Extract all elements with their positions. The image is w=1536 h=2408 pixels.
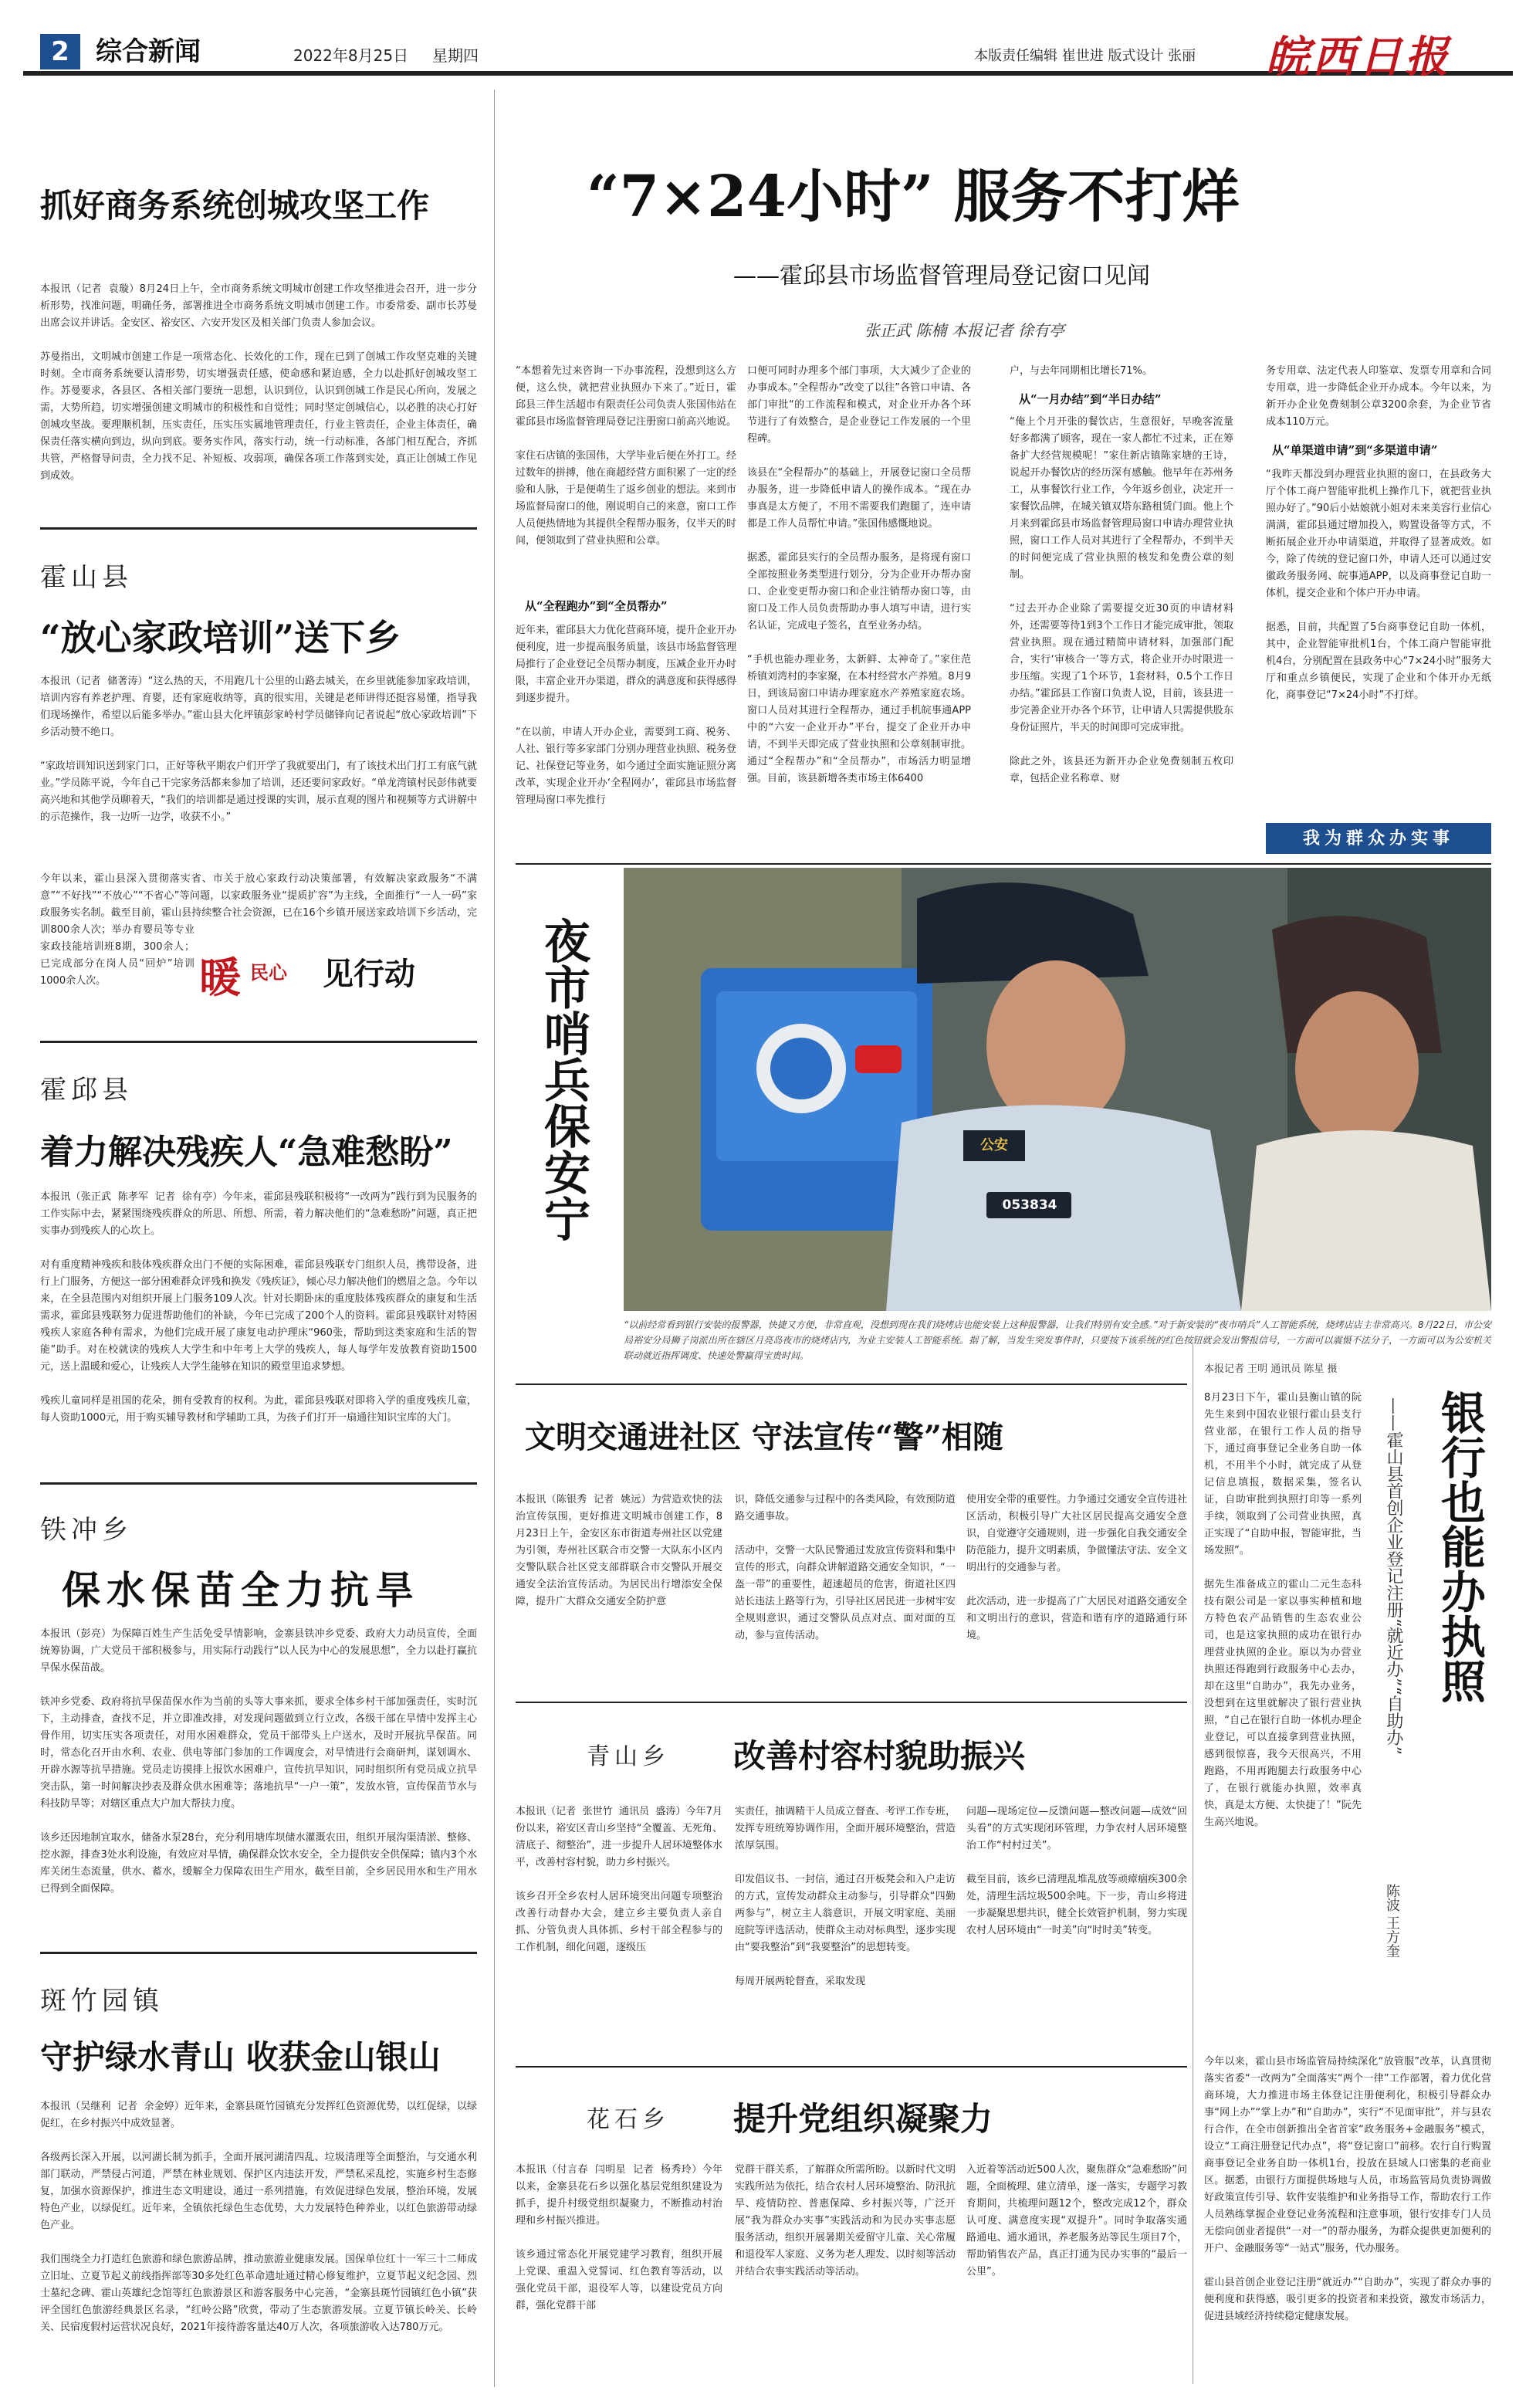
main-subhead: ——霍邱县市场监督管理局登记窗口见闻 xyxy=(733,262,1150,290)
story-body: 近年来，霍邱县大力优化营商环境，提升企业开办便利度，进一步提高服务质量，该县市场监督管理局推行了企业登记全员帮办制度，压减企业开办时限，丰富企业开办渠道，群众的满意度和获得感得到逐步提升。 “在以前，申请人开办企业，需要到工商、税务、人社、银行等多家部门分别办理营业执照、税务登记、社保登记等业务，如今通过全面实施证照分离改革，实现企业开办‘全程网办’，霍邱县市场监督管理局窗口率先推行 xyxy=(516,625,736,806)
story-body: 8月23日下午，霍山县衡山镇的阮先生来到中国农业银行霍山县支行营业部，在银行工作人员的指导下，通过商事登记全业务自助一体机，不用半个小时，就完成了从登记信息填报，数据采集，签名认证，自助审批到执照打印等一系列手续，领取到了公司营业执照，真正实现了“自助申报，智能审批，当场发照”。 据先生准备成立的霍山二元生态科技有限公司是一家以事实种植和地方特色农产品销售的生态农业公司，也是这家执照的成功在银行办理营业执照的企业。原以为办营业执照还得跑到行政服务中心去办，却在这里“自助办”，我先办业务，没想到在这里就解决了银行营业执照，“自己在银行自助一体机办理企业登记，可以直接拿到营业执照，感到很惊喜，我今天很高兴，不用跑路，不用再跑腿去行政服务中心了，在银行就能办执照，效率真快，真是太方便、太快捷了！”阮先生高兴地说。 xyxy=(1204,1392,1362,1828)
subheading: 从“一月办结”到“半日办结” xyxy=(1019,392,1162,406)
story-body: 使用安全带的重要性。力争通过交通安全宣传进社区活动，积极引导广大社区居民提高交通安全意识，自觉遵守交通规则，进一步强化自我交通安全防范能力，提升文明素质，争做懂法守法、安全文明出行的交通参与者。 此次活动，进一步提高了广大居民对道路交通安全和文明出行的意识，营造和谐有序的道路通行环境。 xyxy=(966,1494,1187,1641)
main-byline: 张正武 陈楠 本报记者 徐有亭 xyxy=(864,321,1065,340)
police-patch: 公安 xyxy=(963,1130,1025,1161)
county-label: 花石乡 xyxy=(587,2106,670,2133)
story-body: 本报讯（记者 储著涛）“这么热的天，不用跑几十公里的山路去城关，在乡里就能参加家政培训，培训内容有养老护理、育婴，还有家庭收纳等，真的很实用，关键是老师讲得还挺容易懂，指导我们现场操作，希望以后能多举办。”霍山县大化坪镇彭家岭村学员储锋向记者说起“放心家政培训”下乡活动赞不绝口。 “家政培训知识送到家门口，正好等秋平期农户们开学了我就要出门，有了该技术出门打工有底气就业。”学员陈平说，今年自己干完家务活都来参加了培训，还还要问家政好。“单龙湾镇村民彭伟就要高兴地和其他学员聊着天，“我们的培训都是通过授课的实训，展示直观的图片和视频等方式讲解中的示范操作，我一边听一边学，收获不小。” xyxy=(40,676,477,823)
photo-title-box xyxy=(517,917,611,1241)
county-label: 斑竹园镇 xyxy=(40,1986,164,2017)
story-divider xyxy=(40,1041,477,1043)
story-body: 口便可同时办理多个部门事项，大大减少了企业的办事成本。”全程帮办“改变了以往”各管口申请、各部门审批“的工作流程和模式，对企业开办各个环节进行了有效整合，是企业登记工作发展的一个里程碑。 该县在“全程帮办”的基础上，开展登记窗口全员帮办服务，进一步降低申请人的操作成本。“现在办事真是太方便了，不用不需要我们跑腿了，连申请都是工作人员帮忙申请。”张国伟感慨地说。 据悉，霍邱县实行的全员帮办服务，是将现有窗口全部按照业务类型进行划分，分为企业开办帮办窗口、企业变更帮办窗口和企业注销帮办窗口等，由窗口及工作人员负责帮助办事人填写申请，进行实名认证，完成电子签名，直至业务办结。 “手机也能办理业务，太新鲜、太神奇了。”家住范桥镇刘湾村的李家聚，在本村经营水产养殖。8月9日，到该局窗口申请办理家庭水产养殖家庭农场。窗口人员对其进行全程帮办，通过手机皖事通APP中的“六安一企业开办”平台，提交了企业开办申请，不到半天即完成了营业执照和公章刻制审批。通过“全程帮办”和“全员帮办”，市场活力明显增强。目前，该县新增各类市场主体6400 xyxy=(747,365,971,784)
news-photo xyxy=(624,868,1491,1311)
subheading: 从“全程跑办”到“全员帮办” xyxy=(525,599,668,613)
right-byline: 陈波 王方奎 xyxy=(1384,1884,1400,1958)
story-body: 户，与去年同期相比增长71%。 xyxy=(1010,365,1152,377)
story-divider xyxy=(516,2066,1187,2068)
story-body: 本报讯（付言春 闫明星 记者 杨秀玲）今年以来，金寨县花石乡以强化基层党组织建设为抓手，提升村级党组织凝聚力，不断推动村治理和乡村振兴推进。 该乡通过常态化开展党建学习教育，组织开展上党课、重温入党誓词、红色教育等活动，以强化党员干部，退役军人等，以建设党员方向群，强化党群干部 xyxy=(516,2164,722,2311)
story-headline: 抓好商务系统创城攻坚工作 xyxy=(40,187,430,225)
story-body: 今年以来，霍山县深入贯彻落实省、市关于放心家政行动决策部署，有效解决家政服务“不满意”“不好找”“不放心”“不省心”等问题，以家政服务业“提质扩容”为主线，全面推行“一人一码”家政服务实名制。截至目前，霍山县持续整合社会资源，已在16个乡镇开展送家政培训下乡活动，完 xyxy=(40,873,477,919)
story-headline: 着力解决残疾人“急难愁盼” xyxy=(40,1133,453,1172)
story-body: 问题—现场定位—反馈问题—整改问题—成效“回头看”的方式实现闭环管理，力争农村人居环境整治工作“村村过关”。 截至目前，该乡已清理乱堆乱放等顽瘴痼疾300余处，清理生活垃圾500余吨。下一步，青山乡将进一步凝聚思想共识，健全长效管护机制，努力实现农村人居环境由“一时美”向“时时美”转变。 xyxy=(966,1806,1187,1936)
page-number-badge: 2 xyxy=(40,34,80,69)
badge-number: 053834 xyxy=(1002,1197,1057,1213)
photo-title: 夜市哨兵保安宁 xyxy=(536,917,590,1241)
story-body: “我昨天都没到办理营业执照的窗口，在县政务大厅个体工商户智能审批机上操作几下，就把营业执照办好了。”90后小姑娘就小姐对未来美容行业信心满满，霍邱县通过增加投入，购置设备等方式，不断拓展企业开办申请渠道，并取得了显著成效。如今，除了传统的登记窗口外，申请人还可以通过安徽政务服务网、皖事通APP，以及商事登记自助一体机，提交企业和个体户开办申请。 据悉，目前，共配置了5台商事登记自助一体机，其中，企业智能审批机1台，个体工商户智能审批机4台，分别配置在县政务中心“7×24小时”服务大厅和重点乡镇便民，实现了企业和个体开办无纸化，商事登记“7×24小时”不打烊。 xyxy=(1266,469,1491,701)
photo-caption: “以前经常看到银行安装的报警器，快捷又方便，非常直观，没想到现在我们烧烤店也能安装上这种报警器，让我们特别有安全感。”对于新安装的“夜市哨兵”人工智能系统，烧烤店店主非常高兴。8月22日，市公安局裕安分局狮子岗派出所在辖区月亮岛夜市的烧烤店内，为业主安装人工智能系统。据了解，当发生突发事件时，只要按下该系统的红色按钮就会发出警报信号，一方面可以震慑不法分子，一方面可以为公安机关联动就近指挥调度、快速处警赢得宝贵时间。 xyxy=(624,1319,1491,1361)
photo-illustration xyxy=(624,868,1491,1311)
subheading: 从“单渠道申请”到“多渠道申请” xyxy=(1272,443,1438,457)
story-body: “本想着先过来咨询一下办事流程，没想到这么方便，这么快，就把营业执照办下来了。”近日，霍邱县三伴生活超市有限责任公司负责人张国伟站在霍邱县市场监督管理局登记注册窗口前高兴地说。 家住石店镇的张国伟，大学毕业后便在外打工。经过数年的拼搏，他在商超经营方面积累了一定的经验和人脉，于是便萌生了返乡创业的想法。来到市场监督局窗口的他，刚说明自己的来意，窗口工作人员便热情地为其提供全程帮办服务，仅半天的时间，便领取到了营业执照和公章。 xyxy=(516,365,736,547)
section-divider xyxy=(516,1383,1187,1385)
story-headline: 提升党组织凝聚力 xyxy=(733,2100,993,2138)
county-label: 霍山县 xyxy=(40,562,133,593)
county-label: 铁冲乡 xyxy=(40,1515,133,1546)
story-body: 训800余人次；举办育婴员等专业家政技能培训班8期，300余人；已完成部分在岗人员“回炉”培训1000余人次。 xyxy=(40,924,195,987)
story-body: 本报讯（记者 袁璇）8月24日上午，全市商务系统文明城市创建工作攻坚推进会召开，进一步分析形势，找准问题，明确任务，部署推进全市商务系统文明城市创建工作。市委常委、副市长苏曼出席会议并讲话。金安区、裕安区、六安开发区及相关部门负责人参加会议。 苏曼指出，文明城市创建工作是一项常态化、长效化的工作，现在已到了创城工作攻坚克难的关键时刻。全市商务系统要认清形势，切实增强责任感，使命感和紧迫感，全力以赴抓好创城攻坚工作。苏曼要求，各县区、各相关部门要统一思想，认识到位，认识到创城工作是民心所向，发展之需，大势所趋，切实增强创建文明城市的积极性和自觉性；同时坚定创城信心，以必胜的决心打好创城攻坚战。要理顺机制，压实责任，压实压实属地管理责任，行业主管责任，企业主体责任，确保责任落实横向到边，纵向到底。要务实作风，落实行动，统一行动标准，各部门相互配合，齐抓共管，严格督导问责，全力找不足、补短板、攻弱项，确保各项工作落到实处，真正让创城工作见到成效。 xyxy=(40,283,477,482)
story-body: 本报讯（吴继利 记者 余金婷）近年来，金寨县斑竹园镇充分发挥红色资源优势，以红促绿，以绿促红，在乡村振兴中成效显著。 各级两长深入开展，以河湖长制为抓手，全面开展河湖清四乱、垃圾清理等全面整治，与交通水利部门联动，严禁侵占河道，严禁在林业规划、保护区内违法开发，严禁私采乱挖，实施乡村生态修复，加强水资源保护，推进生态文明建设，通过一系列措施，有效促进绿色发展，整治环境，发展特色产业，以绿促红。近年来，全镇依托绿色生态优势，大力发展特色种养业，以红色旅游带动绿色产业。 我们围绕全力打造红色旅游和绿色旅游品牌，推动旅游业健康发展。国保单位红十一军三十二师成立旧址、立夏节起义前线指挥部等30多处红色革命遗址通过精心修复维护，立夏节起义纪念园、烈士墓纪念碑、霍山英雄纪念馆等红色旅游景区和游客服务中心完善，“金寨县斑竹园镇红色小镇”获评全国红色旅游经典景区名录，“红岭公路”欣赏，带动了生态旅游发展。立夏节镇长岭关、长岭关、民宿度假村运营状况良好，2021年接待游客量达40万人次，各项旅游收入达780万元。 xyxy=(40,2101,477,2333)
story-body: 今年以来，霍山县市场监管局持续深化“放管服”改革，认真贯彻落实省委“一改两为”全面落实“两个一律”工作部署，着力优化营商环境，大力推进市场主体登记注册便利化，积极引导群众办事“网上办”“掌上办”和“自助办”，实行“不见面审批”，并与县农行合作，在全市创新推出全省首家“政务服务+金融服务”模式，设立“工商注册登记代办点”，将“登记窗口”前移。农行自行购置商事登记全业务自助一体机1台，投放在县域人口密集的老商业区。据悉，由银行方面提供场地与人员，市场监管局负责协调做好政策宣传引导、软件安装维护和业务指导工作，帮助农行工作人员熟练掌握企业登记业务流程和注意事项，银行安排专门人员无偿向创业者提供“一对一”的帮办服务，为群众提供更加便利的开户、金融服务等“一站式”服务，代办服务。 霍山县首创企业登记注册“就近办”“自助办”，实现了群众办事的便利度和获得感，吸引更多的投资者和来投资，激发市场活力，促进县域经济持续稳定健康发展。 xyxy=(1204,2056,1491,2322)
campaign-logo-sub: 民心 xyxy=(250,961,287,984)
campaign-logo xyxy=(199,945,477,1004)
main-headline: “7×24小时” 服务不打烊 xyxy=(587,164,1240,230)
column-divider xyxy=(494,90,495,866)
section-title: 综合新闻 xyxy=(96,36,201,67)
column-divider xyxy=(494,866,495,2387)
county-label: 霍邱县 xyxy=(40,1075,133,1106)
story-divider xyxy=(40,527,477,530)
story-body: 本报讯（张正武 陈孝军 记者 徐有亭）今年来，霍邱县残联积极将“一改两为”践行到为民服务的工作实际中去，紧紧围绕残疾群众的所思、所想、所需，着力解决他们的“急难愁盼”问题，真正把实事办到残疾人的心坎上。 对有重度精神残疾和肢体残疾群众出门不便的实际困难，霍邱县残联专门组织人员，携带设备，进行上门服务，方便这一部分困难群众评残和换发《残疾证》，倾心尽力解决他们的燃眉之急。今年以来，在全县范围内对组织开展上门服务109人次。针对长期卧床的重度肢体残疾群众的康复和生活需求，霍邱县残联努力促进帮助他们的补缺，今年已完成了200个人的资料。霍邱县残联针对特困残疾人家庭各种有需求，为他们完成开展了康复电动护理床“960张，帮助到这类家庭和生活的智能”助手。对在校就读的残疾人大学生和中年考上大学的残疾人，每人每学年发放教育资助1500元，送上温暖和爱心，让残疾人大学生能够在知识的殿堂里追求梦想。 残疾儿童同样是祖国的花朵，拥有受教育的权利。为此，霍邱县残联对即将入学的重度残疾儿童，每人资助1000元，用于购买辅导教材和学辅助工具，为孩子们打开一扇通往知识宝库的大门。 xyxy=(40,1191,477,1424)
story-divider xyxy=(40,1952,477,1954)
story-body: 务专用章、法定代表人印鉴章、发票专用章和合同专用章，进一步降低企业开办成本。今年以来，为新开办企业免费刻制公章3200余套，为企业节省成本110万元。 xyxy=(1266,365,1491,428)
campaign-badge: 我为群众办实事 xyxy=(1266,823,1491,854)
story-body: 实责任，抽调精干人员成立督查、考评工作专班，发挥专班统筹协调作用，全面开展环境整治，营造浓厚氛围。 印发倡议书、一封信，通过召开板凳会和入户走访的方式，宣传发动群众主动参与，引导群众“四勤两参与”，树立主人翁意识，开展文明家庭、美丽庭院等评选活动，使群众主动对标典型，逐步实现由“要我整治”到“我要整治”的思想转变。 每周开展两轮督查，采取发现 xyxy=(735,1806,956,1987)
county-label: 青山乡 xyxy=(587,1743,670,1770)
story-headline: 改善村容村貌助振兴 xyxy=(733,1737,1026,1775)
right-subhead: ——霍山县首创企业登记注册“就近办”“自助办” xyxy=(1384,1397,1403,1755)
story-body: 本报讯（记者 张世竹 通讯员 盛涛）今年7月份以来，裕安区青山乡坚持“全覆盖、无死角、清底子、彻整治”，进一步提升人居环境整体水平，改善村容村貌，助力乡村振兴。 该乡召开全乡农村人居环境突出问题专项整治改善行动督办大会，建立乡主要负责人亲自抓、分管负责人具体抓、乡村干部全程参与的工作机制，细化问题，逐级压 xyxy=(516,1806,722,1953)
newspaper-logo: 皖西日报 xyxy=(1266,32,1451,83)
story-headline: 文明交通进社区 守法宣传“警”相随 xyxy=(525,1419,1003,1455)
story-divider xyxy=(516,1702,1187,1703)
section-divider xyxy=(516,863,1491,865)
story-body: “俺上个月开张的餐饮店，生意很好，早晚客流量好多都满了顾客，现在一家人都忙不过来，正在筹备扩大经营规模呢！”家住新店镇陈家塘的王诗，说起开办餐饮店的经历深有感触。他早年在苏州务工，从事餐饮行业工作，今年返乡创业，决定开一家餐饮品牌，在城关镇双塔东路租赁门面。他上个月来到霍邱县市场监督管理局窗口申请办理营业执照，窗口工作人员对其进行了全程帮办，不到半天的时间便完成了营业执照的核发和免费公章的刻制。 “过去开办企业除了需要提交近30页的申请材料外，还需要等待1到3个工作日才能完成审批，领取营业执照。现在通过精简申请材料，加强部门配合，实行‘审核合一’等方式，将企业开办时限进一步压缩。实现了1个环节，1套材料，0.5个工作日办结。”霍邱县工作窗口负责人说，目前，该县进一步完善企业开办各个环节，让申请人只需提供股东身份证照片，半天的时间即可完成审批。 除此之外，该县还为新开办企业免费刻制五枚印章，包括企业名称章、财 xyxy=(1010,416,1233,784)
issue-date: 2022年8月25日 xyxy=(293,46,409,65)
story-body: 本报讯（彭亮）为保障百姓生产生活免受旱情影响，金寨县铁冲乡党委、政府大力动员宣传，全面统筹协调，广大党员干部积极参与，用实际行动践行“以人民为中心的发展思想”，全力以赴打赢抗旱保水保苗战。 铁冲乡党委、政府将抗旱保苗保水作为当前的头等大事来抓，要求全体乡村干部加强责任，实时沉下，主动排查，查找不足，并立即准改排，对发现问题做到立行立改，各级干部在旱情中发挥主心骨作用，切实压实各项责任，对用水困难群众，党员干部带头上户送水，及时开展抗旱保苗。同时，常态化召开由水利、农业、供电等部门参加的工作调度会，对旱情进行会商研判，谋划调水、开辟水源等抗旱措施。党员走访摸排上报饮水困难户，宣传抗旱知识，同时组织所有党员成立抗旱突击队，第一时间解决抄表及群众供水困难等；落地抗旱“一户一策”，发放水管，宣传保苗节水与科技防旱等；对辖区重点大户加大帮扶力度。 该乡还因地制宜取水，储备水泵28台，充分利用塘库坝储水灌溉农田，组织开展沟渠清淤、整修、挖水源，排查3处水利设施，有效应对旱情，确保群众饮水安全，全力提供安全供保障；镇内3个水库关闭生态流量，供水、蓄水，缓解全力保障农田生产用水，截至目前，全乡居民用水和生产用水已得到全面保障。 xyxy=(40,1628,477,1895)
campaign-logo-text: 见行动 xyxy=(323,956,415,992)
right-headline: 银行也能办执照 xyxy=(1433,1390,1486,1703)
story-headline: 守护绿水青山 收获金山银山 xyxy=(40,2038,441,2076)
story-divider xyxy=(40,1482,477,1485)
story-headline: 保水保苗全力抗旱 xyxy=(62,1567,420,1613)
story-body: 党群干群关系，了解群众所需所盼。以新时代文明实践所站为依托，结合农村人居环境整治、防汛抗旱、疫情防控、普惠保障、乡村振兴等，广泛开展“我为群众办实事”实践活动和为民办实事志愿服务活动，组织开展暑期关爱留守儿童、关心常履和退役军人家庭、义务为老人理发、以时刻等活动并结合农事实践活动等活动。 xyxy=(735,2164,956,2278)
story-body: 本报讯（陈银秀 记者 姚远）为营造欢快的法治宣传氛围，更好推进文明城市创建工作，8月23日上午，金安区东市街道寿州社区以党建为引领，寿州社区联合市交警一大队东小区内交警队联合社区党支部群联合市交警队开展交通安全法治宣传活动。为居民出行增添安全保障，提升广大群众交通安全防护意 xyxy=(516,1494,722,1607)
weekday: 星期四 xyxy=(432,46,479,65)
photo-credit: 本报记者 王明 通讯员 陈星 摄 xyxy=(1204,1363,1338,1375)
editors-credit: 本版责任编辑 崔世进 版式设计 张丽 xyxy=(974,48,1196,64)
story-body: 识，降低交通参与过程中的各类风险，有效预防道路交通事故。 活动中，交警一大队民警通过发放宣传资料和集中宣传的形式，向群众讲解道路交通安全知识，“一盔一带”的重要性，超速超员的危害，街道社区四站长违法上路等行为，引导社区居民进一步树牢安全规则意识，通过交警队员点对点、面对面的互动，参与宣传活动。 xyxy=(735,1494,956,1641)
campaign-logo-char: 暖 xyxy=(199,953,241,1002)
story-headline: “放心家政培训”送下乡 xyxy=(40,617,401,659)
story-body: 入近着等活动近500人次，聚焦群众“急难愁盼”问题，全面梳理、建立清单，逐一落实，专题学习教育期间，共梳理问题12个，整改完成12个，群众认可度、满意度实现“双提升”。同时争取落实通路通电、通水通讯，养老服务站等民生项目7个，帮助销售农产品，真正打通为民办实事的“最后一公里”。 xyxy=(966,2164,1187,2278)
